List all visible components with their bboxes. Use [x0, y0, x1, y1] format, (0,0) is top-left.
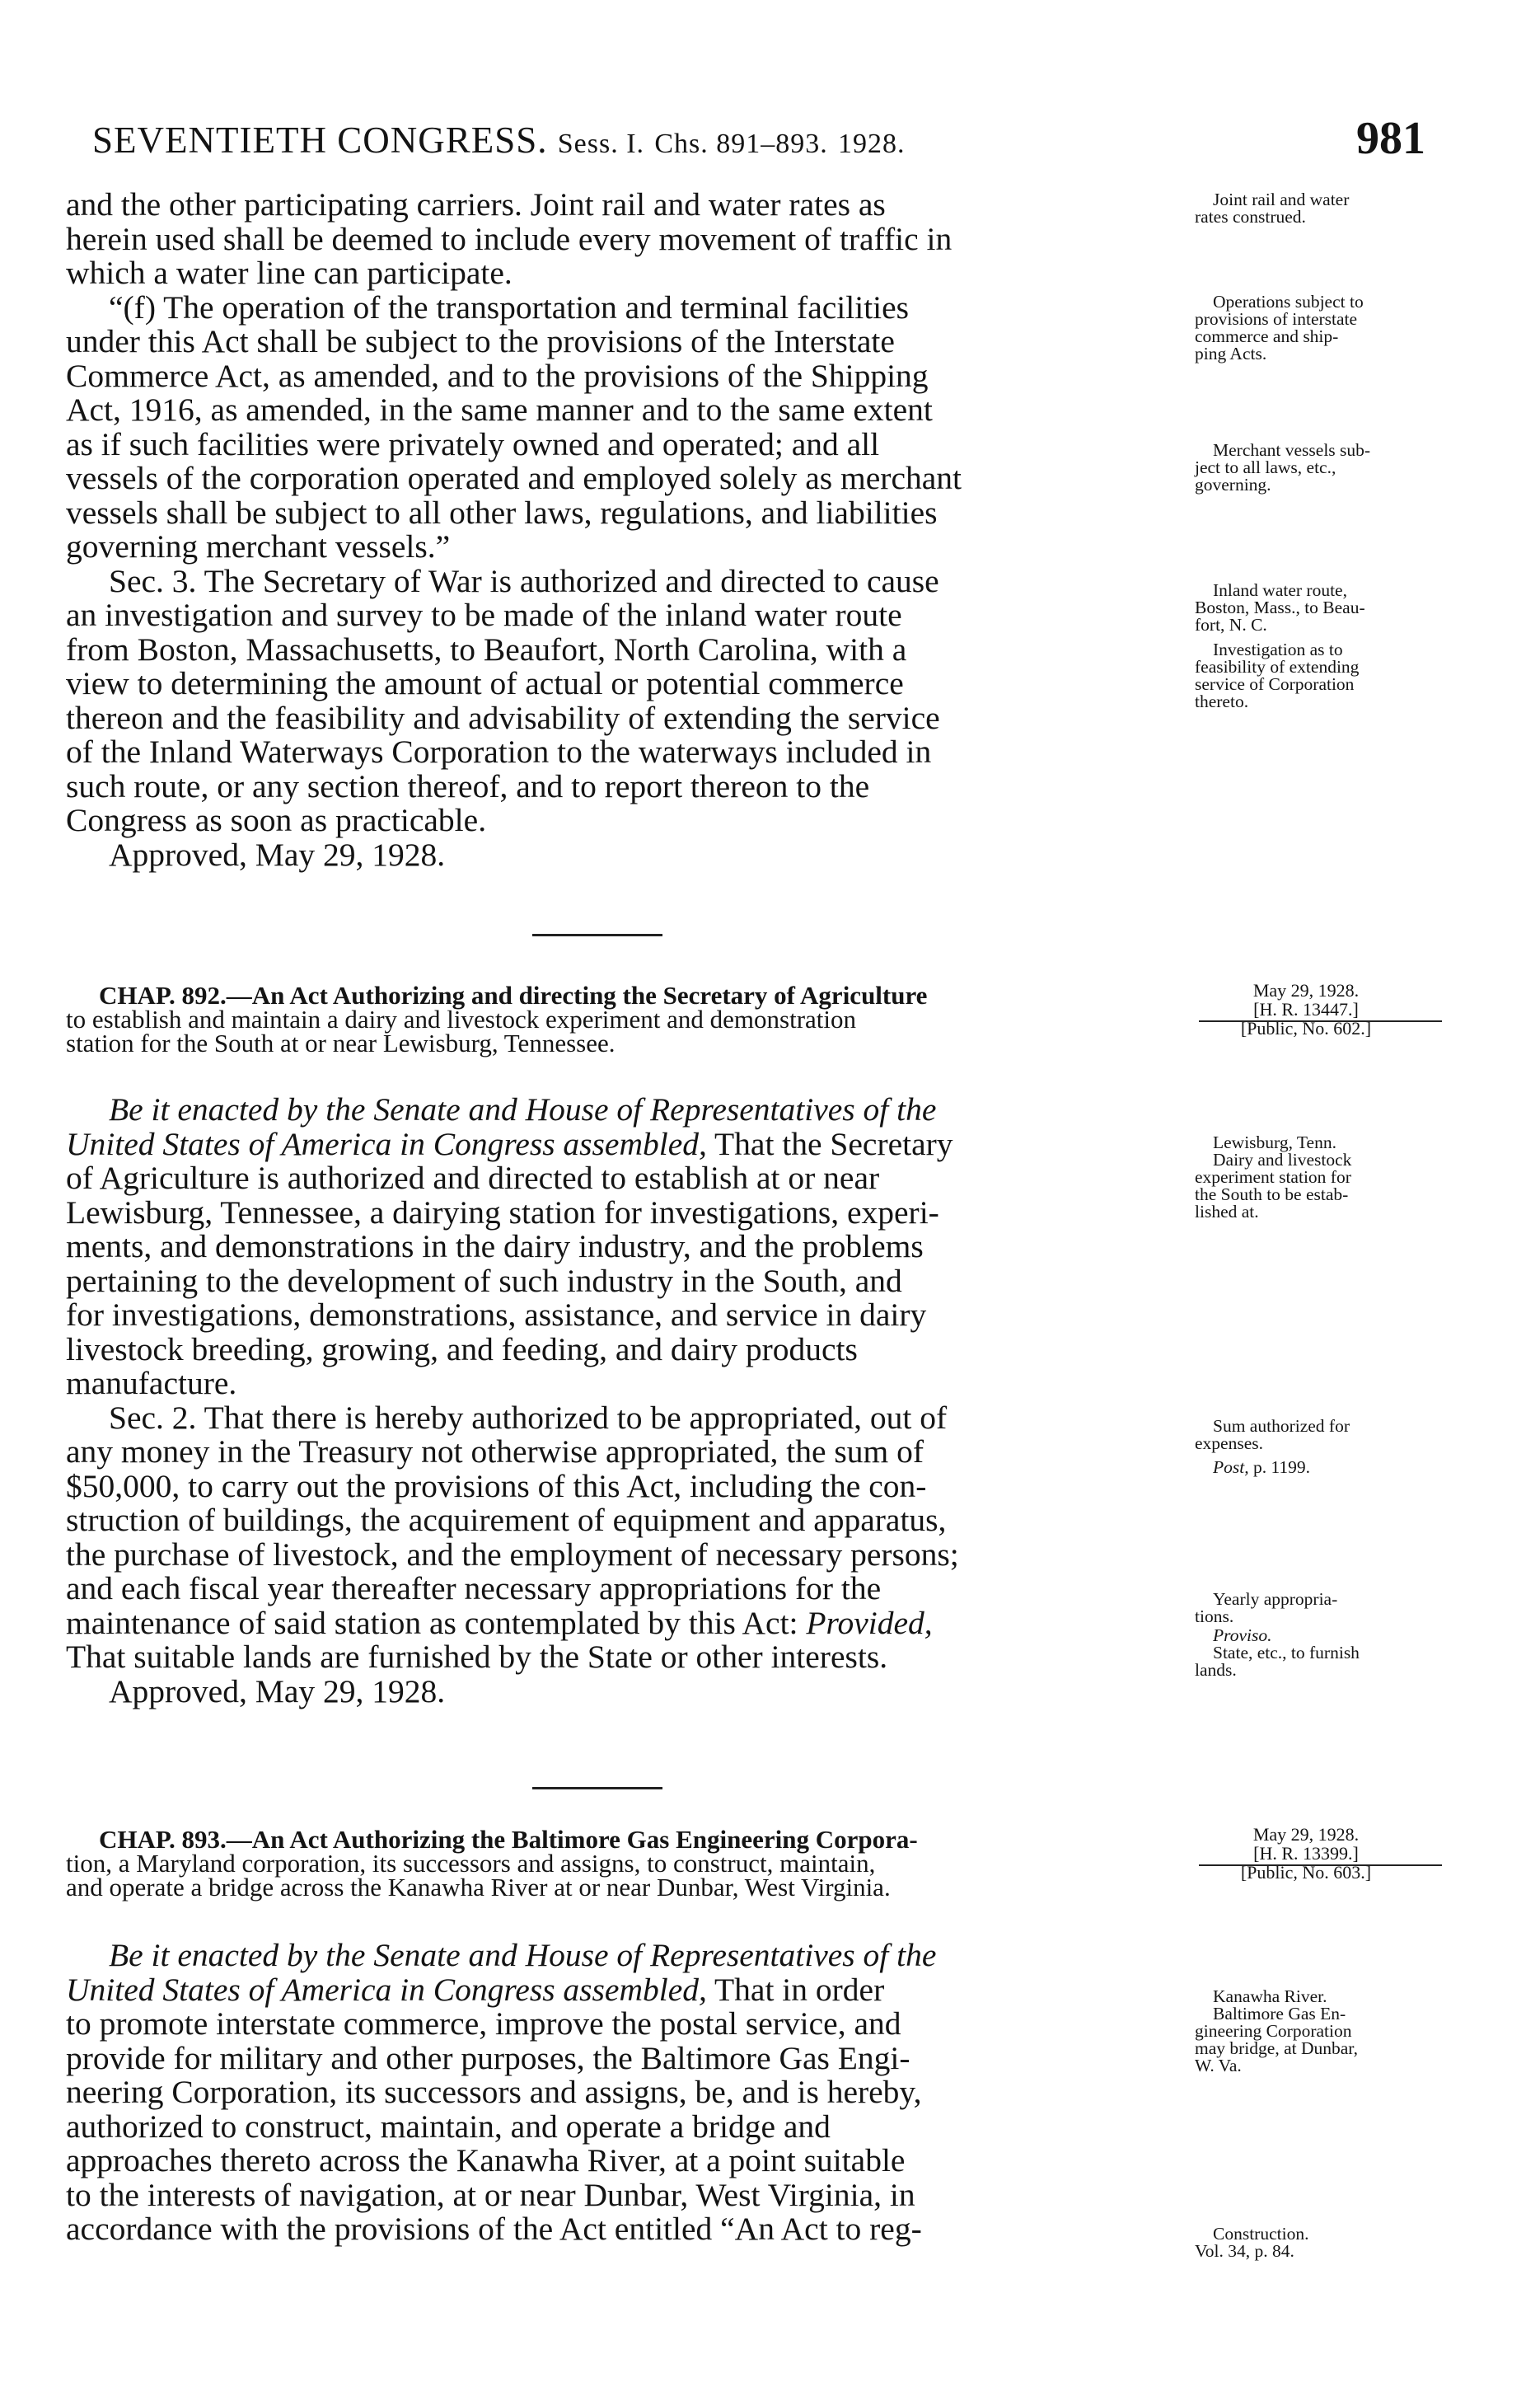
chap-892-body: [66, 1093, 1187, 1709]
text-line: of the Inland Waterways Corporation to the waterways included in: [66, 734, 932, 770]
margin-note-joint-rates: Joint rail and water rates construed.: [1195, 190, 1350, 227]
text-line: from Boston, Massachusetts, to Beaufort, North Carolina, with a: [66, 631, 907, 668]
text-line: That suitable lands are furnished by the State or other interests.: [66, 1639, 888, 1675]
text-line: and the other participating carriers. Joint rail and water rates as: [66, 186, 886, 223]
section-divider: [532, 934, 662, 936]
text-line: struction of buildings, the acquirement of equipment and apparatus,: [66, 1502, 947, 1538]
header-chapters: Chs. 891–893.: [654, 129, 828, 159]
text-line: Lewisburg, Tennessee, a dairying station for investigations, experi-: [66, 1193, 939, 1231]
text-line: under this Act shall be subject to the provisions of the Interstate: [66, 323, 895, 359]
text-line: neering Corporation, its successors and assigns, be, and is hereby,: [66, 2074, 922, 2110]
margin-note-yearly: Yearly appropria- tions.: [1195, 1589, 1338, 1626]
approved-date: Approved, May 29, 1928.: [109, 836, 446, 873]
enacting-clause: Be it enacted by the Senate and House of Representatives of the: [109, 1091, 937, 1128]
text-line: Act, 1916, as amended, in the same manner and to the same extent: [66, 392, 933, 428]
text-line: to the interests of navigation, at or near Dunbar, West Virginia, in: [66, 2176, 915, 2213]
text-line: pertaining to the development of such industry in the South, and: [66, 1262, 902, 1299]
text-line: accordance with the provisions of the Act entitled “An Act to reg-: [66, 2211, 922, 2247]
text-line: an investigation and survey to be made of the inland water route: [66, 597, 902, 633]
margin-note-sum-authorized: Sum authorized for expenses.: [1195, 1416, 1350, 1453]
chapter-title-line: station for the South at or near Lewisburg, Tennessee.: [66, 1029, 616, 1057]
text-line: herein used shall be deemed to include every movement of traffic in: [66, 220, 953, 257]
enacting-clause: United States of America in Congress assembled, That in order: [66, 1971, 885, 2008]
margin-note-operations: Operations subject to provisions of interstate commerce and ship- ping Acts.: [1195, 292, 1364, 363]
chap-893-citation: May 29, 1928. [H. R. 13399.] [Public, No. 603.]: [1240, 1824, 1372, 1883]
text-line: Commerce Act, as amended, and to the provisions of the Shipping: [66, 357, 929, 394]
text-line: which a water line can participate.: [66, 255, 513, 291]
citation-rule: [1199, 1864, 1442, 1866]
header-citation: [92, 119, 905, 162]
chap-893-body: [66, 1939, 1187, 2247]
text-line: authorized to construct, maintain, and operate a bridge and: [66, 2108, 831, 2145]
margin-note-inland-route: Inland water route, Boston, Mass., to Beau- fort, N. C.: [1195, 580, 1365, 635]
text-line: Sec. 2. That there is hereby authorized to be appropriated, out of: [109, 1399, 948, 1436]
text-line: “(f) The operation of the transportation and terminal facilities: [109, 288, 910, 326]
text-line: manufacture.: [66, 1365, 237, 1401]
section-divider: [532, 1787, 662, 1789]
page-number: 981: [1356, 113, 1425, 164]
header-year: 1928.: [837, 129, 906, 159]
chapter-title-line: CHAP. 892.—An Act Authorizing and directing the Secretary of Agriculture: [99, 981, 928, 1010]
margin-note-merchant-vessels: Merchant vessels sub- ject to all laws, etc., governing.: [1195, 440, 1371, 495]
text-line: vessels of the corporation operated and employed solely as merchant: [66, 460, 962, 496]
text-line: and each fiscal year thereafter necessary appropriations for the: [66, 1570, 882, 1606]
text-line: for investigations, demonstrations, assistance, and service in dairy: [66, 1297, 927, 1333]
enacting-clause: United States of America in Congress assembled, That the Secretary: [66, 1125, 953, 1162]
chap-892-citation: May 29, 1928. [H. R. 13447.] [Public, No. 602.]: [1240, 980, 1372, 1039]
chap-891-continuation: [66, 188, 1187, 872]
text-line: Congress as soon as practicable.: [66, 802, 487, 838]
text-line: ments, and demonstrations in the dairy industry, and the problems: [66, 1228, 924, 1264]
margin-note-investigation: Investigation as to feasibility of extending service of Corporation thereto.: [1195, 640, 1360, 711]
text-line: vessels shall be subject to all other laws, regulations, and liabilities: [66, 494, 938, 531]
chapter-title-line: to establish and maintain a dairy and livestock experiment and demonstration: [66, 1005, 857, 1034]
chapter-title-line: CHAP. 893.—An Act Authorizing the Baltimore Gas Engineering Corpora-: [99, 1825, 918, 1854]
header-congress: SEVENTIETH CONGRESS.: [92, 120, 548, 161]
text-line: thereon and the feasibility and advisability of extending the service: [66, 699, 940, 736]
text-line: maintenance of said station as contemplated by this Act: Provided,: [66, 1604, 933, 1641]
text-line: as if such facilities were privately owned and operated; and all: [66, 425, 880, 462]
text-line: view to determining the amount of actual or potential commerce: [66, 665, 904, 701]
text-line: provide for military and other purposes, the Baltimore Gas Engi-: [66, 2039, 910, 2076]
enacting-clause: Be it enacted by the Senate and House of Representatives of the: [109, 1937, 937, 1973]
margin-note-post-reference: Post, p. 1199.: [1213, 1457, 1311, 1477]
chap-893-title: [66, 1825, 1187, 1902]
margin-note-proviso: Proviso. State, etc., to furnish lands.: [1195, 1625, 1360, 1680]
text-line: livestock breeding, growing, and feeding, and dairy products: [66, 1330, 858, 1367]
chap-892-title: [66, 983, 1187, 1055]
text-line: governing merchant vessels.”: [66, 528, 451, 565]
margin-note-lewisburg: Lewisburg, Tenn. Dairy and livestock experiment station for the South to be estab- lished at.: [1195, 1133, 1352, 1222]
text-line: the purchase of livestock, and the employment of necessary persons;: [66, 1536, 959, 1573]
text-line: $50,000, to carry out the provisions of this Act, including the con-: [66, 1467, 927, 1504]
running-header: [92, 112, 1425, 170]
header-session: Sess. I.: [557, 129, 645, 159]
approved-date: Approved, May 29, 1928.: [109, 1672, 446, 1709]
text-line: Sec. 3. The Secretary of War is authorized and directed to cause: [109, 562, 939, 599]
text-line: any money in the Treasury not otherwise appropriated, the sum of: [66, 1433, 924, 1470]
margin-note-construction: Construction. Vol. 34, p. 84.: [1195, 2224, 1309, 2261]
text-line: approaches thereto across the Kanawha River, at a point suitable: [66, 2142, 906, 2178]
margin-note-kanawha: Kanawha River. Baltimore Gas En- gineering Corporation may bridge, at Dunbar, W. Va.: [1195, 1986, 1358, 2075]
text-line: such route, or any section thereof, and to report thereon to the: [66, 767, 870, 804]
chapter-title-line: tion, a Maryland corporation, its successors and assigns, to construct, maintain,: [66, 1849, 876, 1878]
text-line: to promote interstate commerce, improve the postal service, and: [66, 2005, 901, 2042]
text-line: of Agriculture is authorized and directed to establish at or near: [66, 1160, 880, 1196]
citation-rule: [1199, 1020, 1442, 1022]
chapter-title-line: and operate a bridge across the Kanawha River at or near Dunbar, West Virginia.: [66, 1873, 891, 1902]
